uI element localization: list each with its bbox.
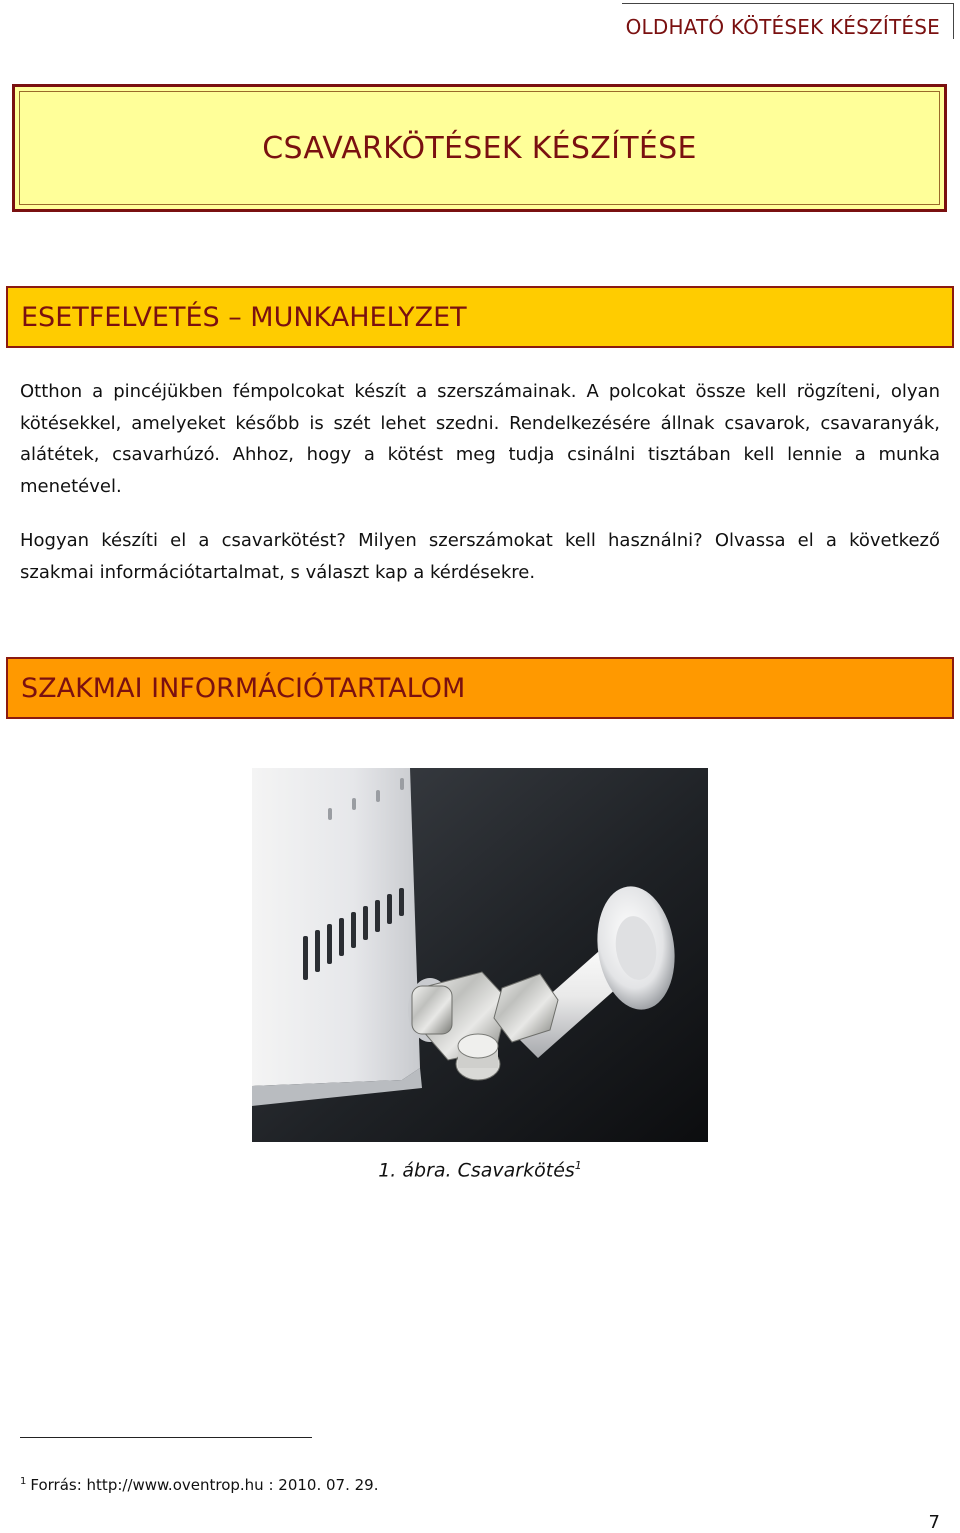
paragraph-questions: Hogyan készíti el a csavarkötést? Milyen szerszámokat kell használni? Olvassa el a következő szakmai információtartalmat, s választ kap a kérdésekre. xyxy=(20,530,940,583)
running-header xyxy=(0,0,960,40)
footnote-divider xyxy=(20,1437,312,1438)
page-number: 7 xyxy=(928,1512,940,1533)
running-title: OLDHATÓ KÖTÉSEK KÉSZÍTÉSE xyxy=(625,15,940,39)
footnote xyxy=(20,1476,378,1494)
header-rule-horizontal xyxy=(622,3,954,4)
radiator-valve-photo xyxy=(252,768,708,1142)
page-title: CSAVARKÖTÉSEK KÉSZÍTÉSE xyxy=(262,130,697,166)
footnote-reference: 1 xyxy=(574,1159,582,1172)
section-band-szakmai xyxy=(6,657,954,719)
figure-caption-text: 1. ábra. Csavarkötés xyxy=(378,1159,575,1182)
section-heading: ESETFELVETÉS – MUNKAHELYZET xyxy=(21,301,467,333)
footnote-marker: 1 xyxy=(20,1476,27,1487)
title-box xyxy=(12,84,947,212)
figure-caption xyxy=(0,1159,960,1181)
header-rule-vertical xyxy=(953,3,954,39)
title-box-inner xyxy=(19,91,940,205)
radiator-body xyxy=(252,768,420,1086)
section-band-esetfelvetes xyxy=(6,286,954,348)
footnote-text: Forrás: http://www.oventrop.hu : 2010. 07. 29. xyxy=(30,1476,379,1494)
paragraph-scenario: Otthon a pincéjükben fémpolcokat készít a szerszámainak. A polcokat össze kell rögzíteni, olyan kötésekkel, amelyeket később is szét lehet szedni. Rendelkezésére állnak csavarok, csavaranyák, alátétek, csavarhúzó. Ahhoz, hogy a kötést meg tudja csinálni tisztában kell lennie a munka menetével. xyxy=(20,381,940,497)
section-heading: SZAKMAI INFORMÁCIÓTARTALOM xyxy=(21,672,466,704)
